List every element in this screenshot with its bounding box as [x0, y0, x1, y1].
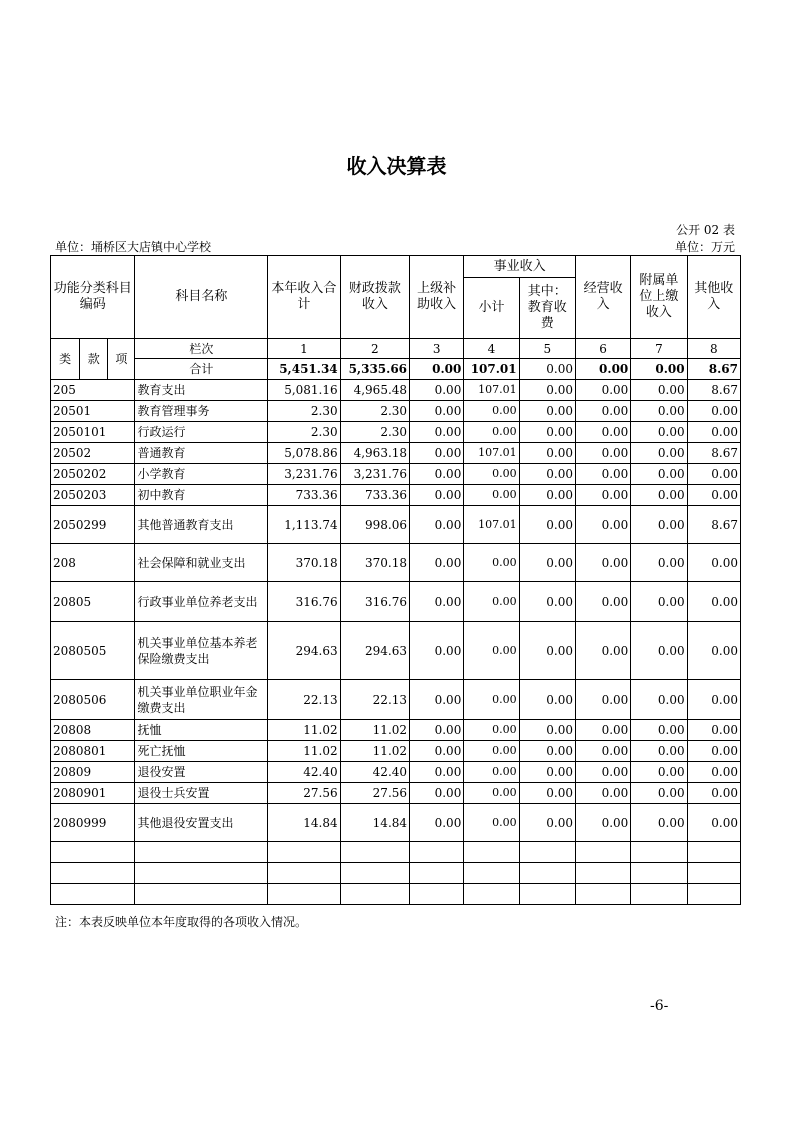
col-num: 8 [687, 339, 740, 359]
value-cell: 0.00 [575, 422, 630, 443]
value-cell: 0.00 [410, 380, 464, 401]
value-cell: 0.00 [464, 762, 519, 783]
value-cell: 0.00 [575, 380, 630, 401]
value-cell: 998.06 [340, 506, 409, 544]
value-cell: 5,081.16 [268, 380, 340, 401]
header-col-total: 本年收入合计 [268, 256, 340, 339]
value-cell: 0.00 [687, 422, 740, 443]
unit-name: 单位：埇桥区大店镇中心学校 [55, 240, 212, 254]
header-col-business-sub: 小计 [464, 278, 519, 339]
value-cell: 294.63 [268, 622, 340, 680]
subject-name: 普通教育 [135, 443, 268, 464]
subject-name: 机关事业单位基本养老保险缴费支出 [135, 622, 268, 680]
value-cell: 2.30 [268, 401, 340, 422]
empty-cell [410, 842, 464, 863]
subject-code: 208 [51, 544, 135, 582]
value-cell: 0.00 [575, 544, 630, 582]
subject-code: 2080901 [51, 783, 135, 804]
table-row [51, 443, 741, 464]
value-cell: 22.13 [340, 680, 409, 720]
empty-row [51, 842, 741, 863]
col-num: 2 [340, 339, 409, 359]
value-cell: 0.00 [575, 506, 630, 544]
value-cell: 0.00 [410, 680, 464, 720]
value-cell: 4,965.48 [340, 380, 409, 401]
col-num: 4 [464, 339, 519, 359]
value-cell: 0.00 [410, 720, 464, 741]
header-lei: 类 [51, 339, 80, 380]
value-cell: 0.00 [519, 720, 575, 741]
subject-name: 机关事业单位职业年金缴费支出 [135, 680, 268, 720]
value-cell: 0.00 [631, 680, 687, 720]
value-cell: 0.00 [631, 443, 687, 464]
header-xiang: 项 [108, 339, 135, 380]
header-col-business: 事业收入 [464, 256, 576, 278]
subject-name: 教育管理事务 [135, 401, 268, 422]
subject-code: 20502 [51, 443, 135, 464]
value-cell: 0.00 [687, 741, 740, 762]
value-cell: 0.00 [687, 485, 740, 506]
value-cell: 733.36 [268, 485, 340, 506]
value-cell: 0.00 [464, 544, 519, 582]
value-cell: 0.00 [631, 544, 687, 582]
subject-code: 2080505 [51, 622, 135, 680]
empty-row [51, 884, 741, 905]
value-cell: 0.00 [464, 741, 519, 762]
header-lanci: 栏次 [135, 339, 268, 359]
empty-cell [631, 842, 687, 863]
value-cell: 3,231.76 [340, 464, 409, 485]
value-cell: 0.00 [519, 741, 575, 762]
subject-code: 2050203 [51, 485, 135, 506]
value-cell: 0.00 [687, 680, 740, 720]
value-cell: 11.02 [268, 720, 340, 741]
total-cell: 5,335.66 [340, 359, 409, 380]
value-cell: 4,963.18 [340, 443, 409, 464]
col-num: 5 [519, 339, 575, 359]
value-cell: 1,113.74 [268, 506, 340, 544]
value-cell: 27.56 [340, 783, 409, 804]
value-cell: 0.00 [631, 506, 687, 544]
value-cell: 0.00 [410, 741, 464, 762]
value-cell: 14.84 [340, 804, 409, 842]
value-cell: 0.00 [631, 380, 687, 401]
subject-name: 退役安置 [135, 762, 268, 783]
col-num: 7 [631, 339, 687, 359]
value-cell: 0.00 [519, 422, 575, 443]
value-cell: 0.00 [687, 720, 740, 741]
value-cell: 5,078.86 [268, 443, 340, 464]
value-cell: 0.00 [464, 680, 519, 720]
value-cell: 0.00 [687, 544, 740, 582]
header-heji: 合计 [135, 359, 268, 380]
value-cell: 0.00 [410, 783, 464, 804]
value-cell: 0.00 [687, 401, 740, 422]
value-cell: 0.00 [687, 582, 740, 622]
empty-cell [268, 884, 340, 905]
empty-cell [51, 884, 135, 905]
value-cell: 0.00 [631, 464, 687, 485]
value-cell: 107.01 [464, 443, 519, 464]
empty-cell [464, 863, 519, 884]
empty-cell [575, 842, 630, 863]
value-cell: 0.00 [410, 443, 464, 464]
value-cell: 0.00 [575, 401, 630, 422]
header-col-operating: 经营收入 [575, 256, 630, 339]
empty-cell [519, 884, 575, 905]
empty-cell [464, 884, 519, 905]
value-cell: 0.00 [519, 680, 575, 720]
subject-name: 初中教育 [135, 485, 268, 506]
empty-cell [575, 884, 630, 905]
currency-unit: 单位：万元 [674, 240, 735, 254]
value-cell: 8.67 [687, 443, 740, 464]
value-cell: 0.00 [464, 401, 519, 422]
value-cell: 294.63 [340, 622, 409, 680]
subject-code: 2050202 [51, 464, 135, 485]
table-row [51, 720, 741, 741]
value-cell: 3,231.76 [268, 464, 340, 485]
value-cell: 0.00 [464, 464, 519, 485]
empty-cell [687, 884, 740, 905]
subject-name: 小学教育 [135, 464, 268, 485]
value-cell: 0.00 [519, 544, 575, 582]
value-cell: 0.00 [519, 464, 575, 485]
total-cell: 107.01 [464, 359, 519, 380]
subject-name: 社会保障和就业支出 [135, 544, 268, 582]
value-cell: 370.18 [268, 544, 340, 582]
value-cell: 0.00 [410, 544, 464, 582]
subject-code: 2080506 [51, 680, 135, 720]
value-cell: 316.76 [268, 582, 340, 622]
value-cell: 0.00 [687, 464, 740, 485]
value-cell: 0.00 [575, 582, 630, 622]
value-cell: 0.00 [631, 783, 687, 804]
col-num: 1 [268, 339, 340, 359]
value-cell: 733.36 [340, 485, 409, 506]
total-cell: 0.00 [519, 359, 575, 380]
subject-code: 2050101 [51, 422, 135, 443]
header-kuan: 款 [80, 339, 108, 380]
value-cell: 22.13 [268, 680, 340, 720]
empty-cell [519, 863, 575, 884]
value-cell: 0.00 [410, 506, 464, 544]
empty-cell [631, 863, 687, 884]
table-row [51, 401, 741, 422]
value-cell: 0.00 [631, 582, 687, 622]
value-cell: 0.00 [575, 680, 630, 720]
subject-name: 退役士兵安置 [135, 783, 268, 804]
total-cell: 0.00 [575, 359, 630, 380]
value-cell: 2.30 [268, 422, 340, 443]
value-cell: 0.00 [410, 464, 464, 485]
value-cell: 0.00 [631, 804, 687, 842]
value-cell: 0.00 [687, 622, 740, 680]
table-row [51, 762, 741, 783]
empty-row [51, 863, 741, 884]
empty-cell [687, 863, 740, 884]
value-cell: 0.00 [631, 401, 687, 422]
total-cell: 0.00 [631, 359, 687, 380]
value-cell: 0.00 [410, 401, 464, 422]
empty-cell [410, 884, 464, 905]
empty-cell [631, 884, 687, 905]
header-col-other: 其他收入 [687, 256, 740, 339]
value-cell: 0.00 [410, 422, 464, 443]
value-cell: 8.67 [687, 380, 740, 401]
subject-name: 行政事业单位养老支出 [135, 582, 268, 622]
subject-code: 2080801 [51, 741, 135, 762]
subject-name: 其他普通教育支出 [135, 506, 268, 544]
table-row [51, 680, 741, 720]
value-cell: 0.00 [519, 401, 575, 422]
value-cell: 0.00 [464, 422, 519, 443]
empty-cell [51, 842, 135, 863]
value-cell: 0.00 [631, 622, 687, 680]
value-cell: 0.00 [519, 443, 575, 464]
table-row [51, 783, 741, 804]
page-number: -6- [650, 998, 669, 1014]
empty-cell [135, 884, 268, 905]
subject-code: 2050299 [51, 506, 135, 544]
value-cell: 0.00 [575, 485, 630, 506]
value-cell: 0.00 [575, 804, 630, 842]
value-cell: 0.00 [575, 622, 630, 680]
table-row [51, 741, 741, 762]
value-cell: 0.00 [631, 762, 687, 783]
value-cell: 0.00 [410, 762, 464, 783]
subject-code: 20809 [51, 762, 135, 783]
income-table [50, 255, 741, 905]
value-cell: 316.76 [340, 582, 409, 622]
value-cell: 0.00 [519, 380, 575, 401]
value-cell: 0.00 [575, 720, 630, 741]
total-cell: 5,451.34 [268, 359, 340, 380]
empty-cell [519, 842, 575, 863]
value-cell: 107.01 [464, 506, 519, 544]
value-cell: 8.67 [687, 506, 740, 544]
empty-cell [51, 863, 135, 884]
empty-cell [575, 863, 630, 884]
total-cell: 8.67 [687, 359, 740, 380]
subject-code: 205 [51, 380, 135, 401]
table-row [51, 485, 741, 506]
form-code: 公开 02 表 [676, 223, 735, 237]
value-cell: 0.00 [687, 762, 740, 783]
col-num: 3 [410, 339, 464, 359]
value-cell: 0.00 [575, 783, 630, 804]
header-func-code: 功能分类科目编码 [51, 256, 135, 339]
empty-cell [410, 863, 464, 884]
empty-cell [687, 842, 740, 863]
header-col-superior: 上级补助收入 [410, 256, 464, 339]
total-cell: 0.00 [410, 359, 464, 380]
value-cell: 42.40 [268, 762, 340, 783]
value-cell: 0.00 [464, 485, 519, 506]
value-cell: 0.00 [519, 485, 575, 506]
empty-cell [135, 863, 268, 884]
value-cell: 0.00 [410, 582, 464, 622]
value-cell: 0.00 [410, 622, 464, 680]
value-cell: 11.02 [340, 720, 409, 741]
value-cell: 0.00 [631, 741, 687, 762]
header-col-fiscal: 财政拨款收入 [340, 256, 409, 339]
header-col-affiliated: 附属单位上缴收入 [631, 256, 687, 339]
value-cell: 0.00 [687, 804, 740, 842]
header-col-business-edu: 其中：教育收费 [519, 278, 575, 339]
subject-name: 教育支出 [135, 380, 268, 401]
value-cell: 0.00 [519, 622, 575, 680]
col-num: 6 [575, 339, 630, 359]
value-cell: 0.00 [519, 804, 575, 842]
table-row [51, 582, 741, 622]
table-row [51, 804, 741, 842]
value-cell: 11.02 [268, 741, 340, 762]
value-cell: 0.00 [575, 464, 630, 485]
empty-cell [340, 863, 409, 884]
value-cell: 11.02 [340, 741, 409, 762]
value-cell: 0.00 [575, 443, 630, 464]
empty-cell [135, 842, 268, 863]
value-cell: 2.30 [340, 401, 409, 422]
value-cell: 27.56 [268, 783, 340, 804]
table-row [51, 464, 741, 485]
value-cell: 2.30 [340, 422, 409, 443]
value-cell: 0.00 [464, 804, 519, 842]
value-cell: 0.00 [631, 720, 687, 741]
table-row [51, 380, 741, 401]
empty-cell [340, 884, 409, 905]
subject-code: 20501 [51, 401, 135, 422]
value-cell: 0.00 [575, 741, 630, 762]
subject-name: 抚恤 [135, 720, 268, 741]
value-cell: 0.00 [575, 762, 630, 783]
empty-cell [464, 842, 519, 863]
subject-name: 行政运行 [135, 422, 268, 443]
value-cell: 0.00 [631, 485, 687, 506]
value-cell: 0.00 [464, 582, 519, 622]
value-cell: 0.00 [464, 622, 519, 680]
value-cell: 0.00 [519, 783, 575, 804]
value-cell: 0.00 [687, 783, 740, 804]
value-cell: 107.01 [464, 380, 519, 401]
table-row [51, 622, 741, 680]
value-cell: 14.84 [268, 804, 340, 842]
value-cell: 42.40 [340, 762, 409, 783]
empty-cell [268, 842, 340, 863]
footnote: 注：本表反映单位本年度取得的各项收入情况。 [55, 915, 308, 929]
value-cell: 0.00 [464, 720, 519, 741]
table-row [51, 506, 741, 544]
value-cell: 370.18 [340, 544, 409, 582]
subject-code: 2080999 [51, 804, 135, 842]
empty-cell [268, 863, 340, 884]
value-cell: 0.00 [410, 485, 464, 506]
subject-code: 20808 [51, 720, 135, 741]
value-cell: 0.00 [631, 422, 687, 443]
subject-code: 20805 [51, 582, 135, 622]
value-cell: 0.00 [519, 762, 575, 783]
subject-name: 其他退役安置支出 [135, 804, 268, 842]
empty-cell [340, 842, 409, 863]
header-subject-name: 科目名称 [135, 256, 268, 339]
value-cell: 0.00 [519, 506, 575, 544]
page-title: 收入决算表 [346, 154, 447, 178]
value-cell: 0.00 [464, 783, 519, 804]
value-cell: 0.00 [519, 582, 575, 622]
value-cell: 0.00 [410, 804, 464, 842]
table-row [51, 544, 741, 582]
subject-name: 死亡抚恤 [135, 741, 268, 762]
table-row [51, 422, 741, 443]
